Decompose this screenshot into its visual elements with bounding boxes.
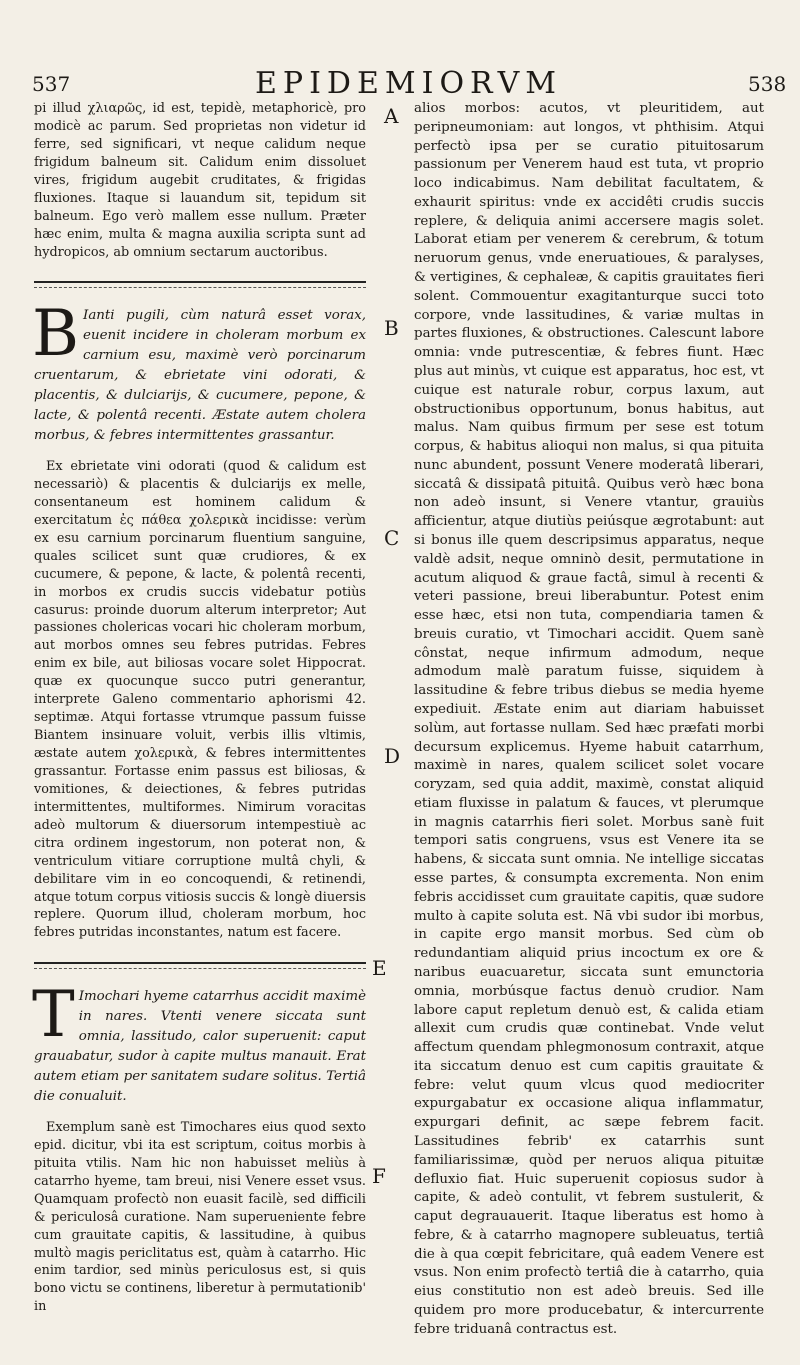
- section-marker-d: D: [384, 744, 401, 768]
- page-number-right: 538: [748, 72, 787, 96]
- section-divider-1: [34, 281, 366, 288]
- page-number-left: 537: [32, 72, 71, 96]
- right-column: [414, 100, 764, 1340]
- section-marker-a: A: [384, 104, 399, 128]
- section-divider-2: [34, 962, 366, 969]
- lemma-bias: [32, 297, 366, 446]
- left-column: [34, 100, 366, 1316]
- section-marker-b: B: [384, 316, 399, 340]
- drop-cap-b: B: [32, 297, 80, 372]
- lemma-timochares: [32, 978, 366, 1107]
- commentary-timochares: Exemplum sanè est Timochares eius quod sexto epid. dicitur, vbi ita est scriptum, coitus morbis à pituita vtilis. Nam hic non habuisset meliùs à catarrho hyeme, tam breui, nisi Venere esset vsus. Quamquam profectò non euasit facilè, sed difficili & periculosâ curatione. Nam superueniente febre cum grauitate capitis, & lassitudine, à quibus multò magis periclitatus est, quàm à catarrho. Hic enim tardior, sed minùs periculosus est, si quis bono victu se continens, liberetur à permutationib' in: [34, 1119, 366, 1315]
- section-marker-f: F: [372, 1164, 386, 1188]
- section-marker-e: E: [372, 956, 387, 980]
- lemma-timochares-text: Imochari hyeme catarrhus accidit maximè in nares. Vtenti venere siccata sunt omnia, lassitudo, calor superuenit: caput grauabatur, sudor à capite multus manauit. Erat autem etiam per sanitatem sudare solitus. Tertiâ die conualuit.: [34, 989, 366, 1104]
- drop-cap-t: T: [32, 978, 75, 1053]
- lemma-bias-text: Ianti pugili, cùm naturâ esset vorax, euenit incidere in choleram morbum ex carnium esu, maximè verò porcinarum cruentarum, & ebrietate vini odorati, & placentis, & dulciarijs, & cucumere, pepone, & lacte, & polentâ recenti. Æstate autem cholera morbus, & febres intermittentes grassantur.: [34, 308, 366, 444]
- left-paragraph-1: pi illud χλιαρῶς, id est, tepidè, metaphoricè, pro modicè ac parum. Sed proprietas non videtur id ferre, sed significari, vt neque calidum neque frigidum balneum sit. Calidum enim dissoluet vires, frigidum augebit cruditates, & frigidas fluxiones. Itaque si lauandum sit, tepidum sit balneum. Ego verò mallem esse nullum. Præter hæc enim, multa & magna auxilia scripta sunt ad hydropicos, ab omnium sectarum auctoribus.: [34, 101, 366, 260]
- commentary-bias: Ex ebrietate vini odorati (quod & calidum est necessariò) & placentis & dulciarijs ex melle, consentaneum est hominem calidum & exercitatum ἐς πάθεα χολερικὰ incidisse: verùm ex esu carnium porcinarum fluentium sanguine, quales scilicet sunt quæ crudiores, & ex cucumere, & pepone, & lacte, & polentâ recenti, in morbos ex crudis succis videbatur potiùs casurus: proinde duorum alterum interpretor; Aut passiones cholericas vocari hic choleram morbum, aut morbos omnes seu febres putridas. Febres enim ex bile, aut biliosas vocare solet Hippocrat. quæ ex quocunque succo putri generantur, interprete Galeno commentario aphorismi 42. septimæ. Atqui fortasse vtrumque passum fuisse Biantem insinuare voluit, verbis illis vltimis, æstate autem χολερικὰ, & febres intermittentes grassantur. Fortasse enim passus est biliosas, & vomitiones, & deiectiones, & febres putridas intermittentes, multiformes. Nimirum voracitas adeò multorum & diuersorum intempestiuè ac citra ordinem ingestorum, non poterat non, & ventriculum vitiare corruptione multâ chyli, & debilitare vim in eo concoquendi, & retinendi, atque totum corpus vitiosis succis & longè diuersis replere. Quorum illud, choleram morbum, hoc febres putridas inconstantes, natum est facere.: [34, 459, 366, 941]
- section-marker-c: C: [384, 526, 400, 550]
- running-title: EPIDEMIORVM: [255, 66, 562, 101]
- right-paragraph-1: alios morbos: acutos, vt pleuritidem, aut peripneumoniam: aut longos, vt phthisim. Atqui perfectò ipsa per se curatio pituitosarum passionum per Venerem haud est tuta, vt proprio loco indicabimus. Nam debilitat facultatem, & exhaurit spiritus: vnde ex accidêti crudis succis replere, & deliquia animi accersere magis solet. Laborat etiam per venerem & cerebrum, & totum neruorum genus, vnde eneruatioues, & paralyses, & vertigines, & cephaleæ, & capitis grauitates fieri solent. Commouentur exagitanturque succi toto corpore, vnde lassitudines, & variæ multas in partes fluxiones, & obstructiones. Calescunt labore omnia: vnde putrescentiæ, & febres fiunt. Hæc plus aut minùs, vt cuique est apparatus, hoc est, vt cuique est naturale robur, corpus laxum, aut obstructionibus opportunum, bonus habitus, aut malus. Nam quibus firmum per sese est totum corpus, & habitus alioqui non malus, si qua pituita nunc abundent, possunt Venere moderatâ liberari, siccatâ & dissipatâ pituitâ. Quibus verò hæc bona non adeò insunt, si Venere vtantur, grauiùs afficientur, atque diutiùs peiúsque ægrotabunt: aut si bonus ille quem descripsimus apparatus, neque valdè adsit, neque omninò desit, permutatione in acutum aliquod & graue factâ, simul à recenti & veteri passione, breui liberabuntur. Potest enim esse hæc, etsi non tuta, compendiaria tamen & breuis curatio, vt Timochari accidit. Quem sanè cônstat, neque infirmum admodum, neque admodum malè paratum fuisse, siquidem à lassitudine & febre tribus diebus se media hyeme expediuit. Æstate enim aut diariam habuisset solùm, aut fortasse nullam. Sed hæc præfati morbi decursum explicemus. Hyeme habuit catarrhum, maximè in nares, qualem scilicet solet vocare coryzam, sed quia addit, maximè, constat aliquid etiam fluxisse in palatum & fauces, vt plerumque in magnis catarrhis fieri solet. Morbus sanè fuit tempori satis congruens, vsus est Venere ita se habens, & siccata sunt omnia. Ne intellige siccatas esse partes, & consumpta excrementa. Non enim febris accidisset cum grauitate capitis, quæ sudore multo à capite soluta est. Nā vbi sudor ibi morbus, in capite ergo mansit morbus. Sed cùm ob redundantiam aliquid prius incoctum ex ore & naribus euacuaretur, siccata sunt emunctoria omnia, morbúsque factus denuò crudior. Nam labore caput repletum denuò est, & calida etiam allexit cum crudis quæ continebat. Vnde velut affectum quendam phlegmonosum contraxit, atque ita siccatum denuo est cum capitis grauitate & febre: velut quum vlcus quod mediocriter expurgabatur ex occasione aliqua inflammatur, expurgari definit, ac sæpe febrem facit. Lassitudines febrib' ex catarrhis sunt familiarissimæ, quòd per neruos aliqua pituitæ defluxio fiat. Huic superuenit copiosus sudor à capite, & adeò contulit, vt febrem sustulerit, & caput degrauauerit. Itaque liberatus est homo à febre, & à catarrho magnopere subleuatus, tertiâ die à qua cœpit febricitare, quâ eadem Venere est vsus. Non enim profectò tertiâ die à catarrho, quia eius constitutio non est adeò breuis. Sed ille quidem pro more producebatur, & intercurrente febre triduanâ contractus est.: [414, 101, 764, 1337]
